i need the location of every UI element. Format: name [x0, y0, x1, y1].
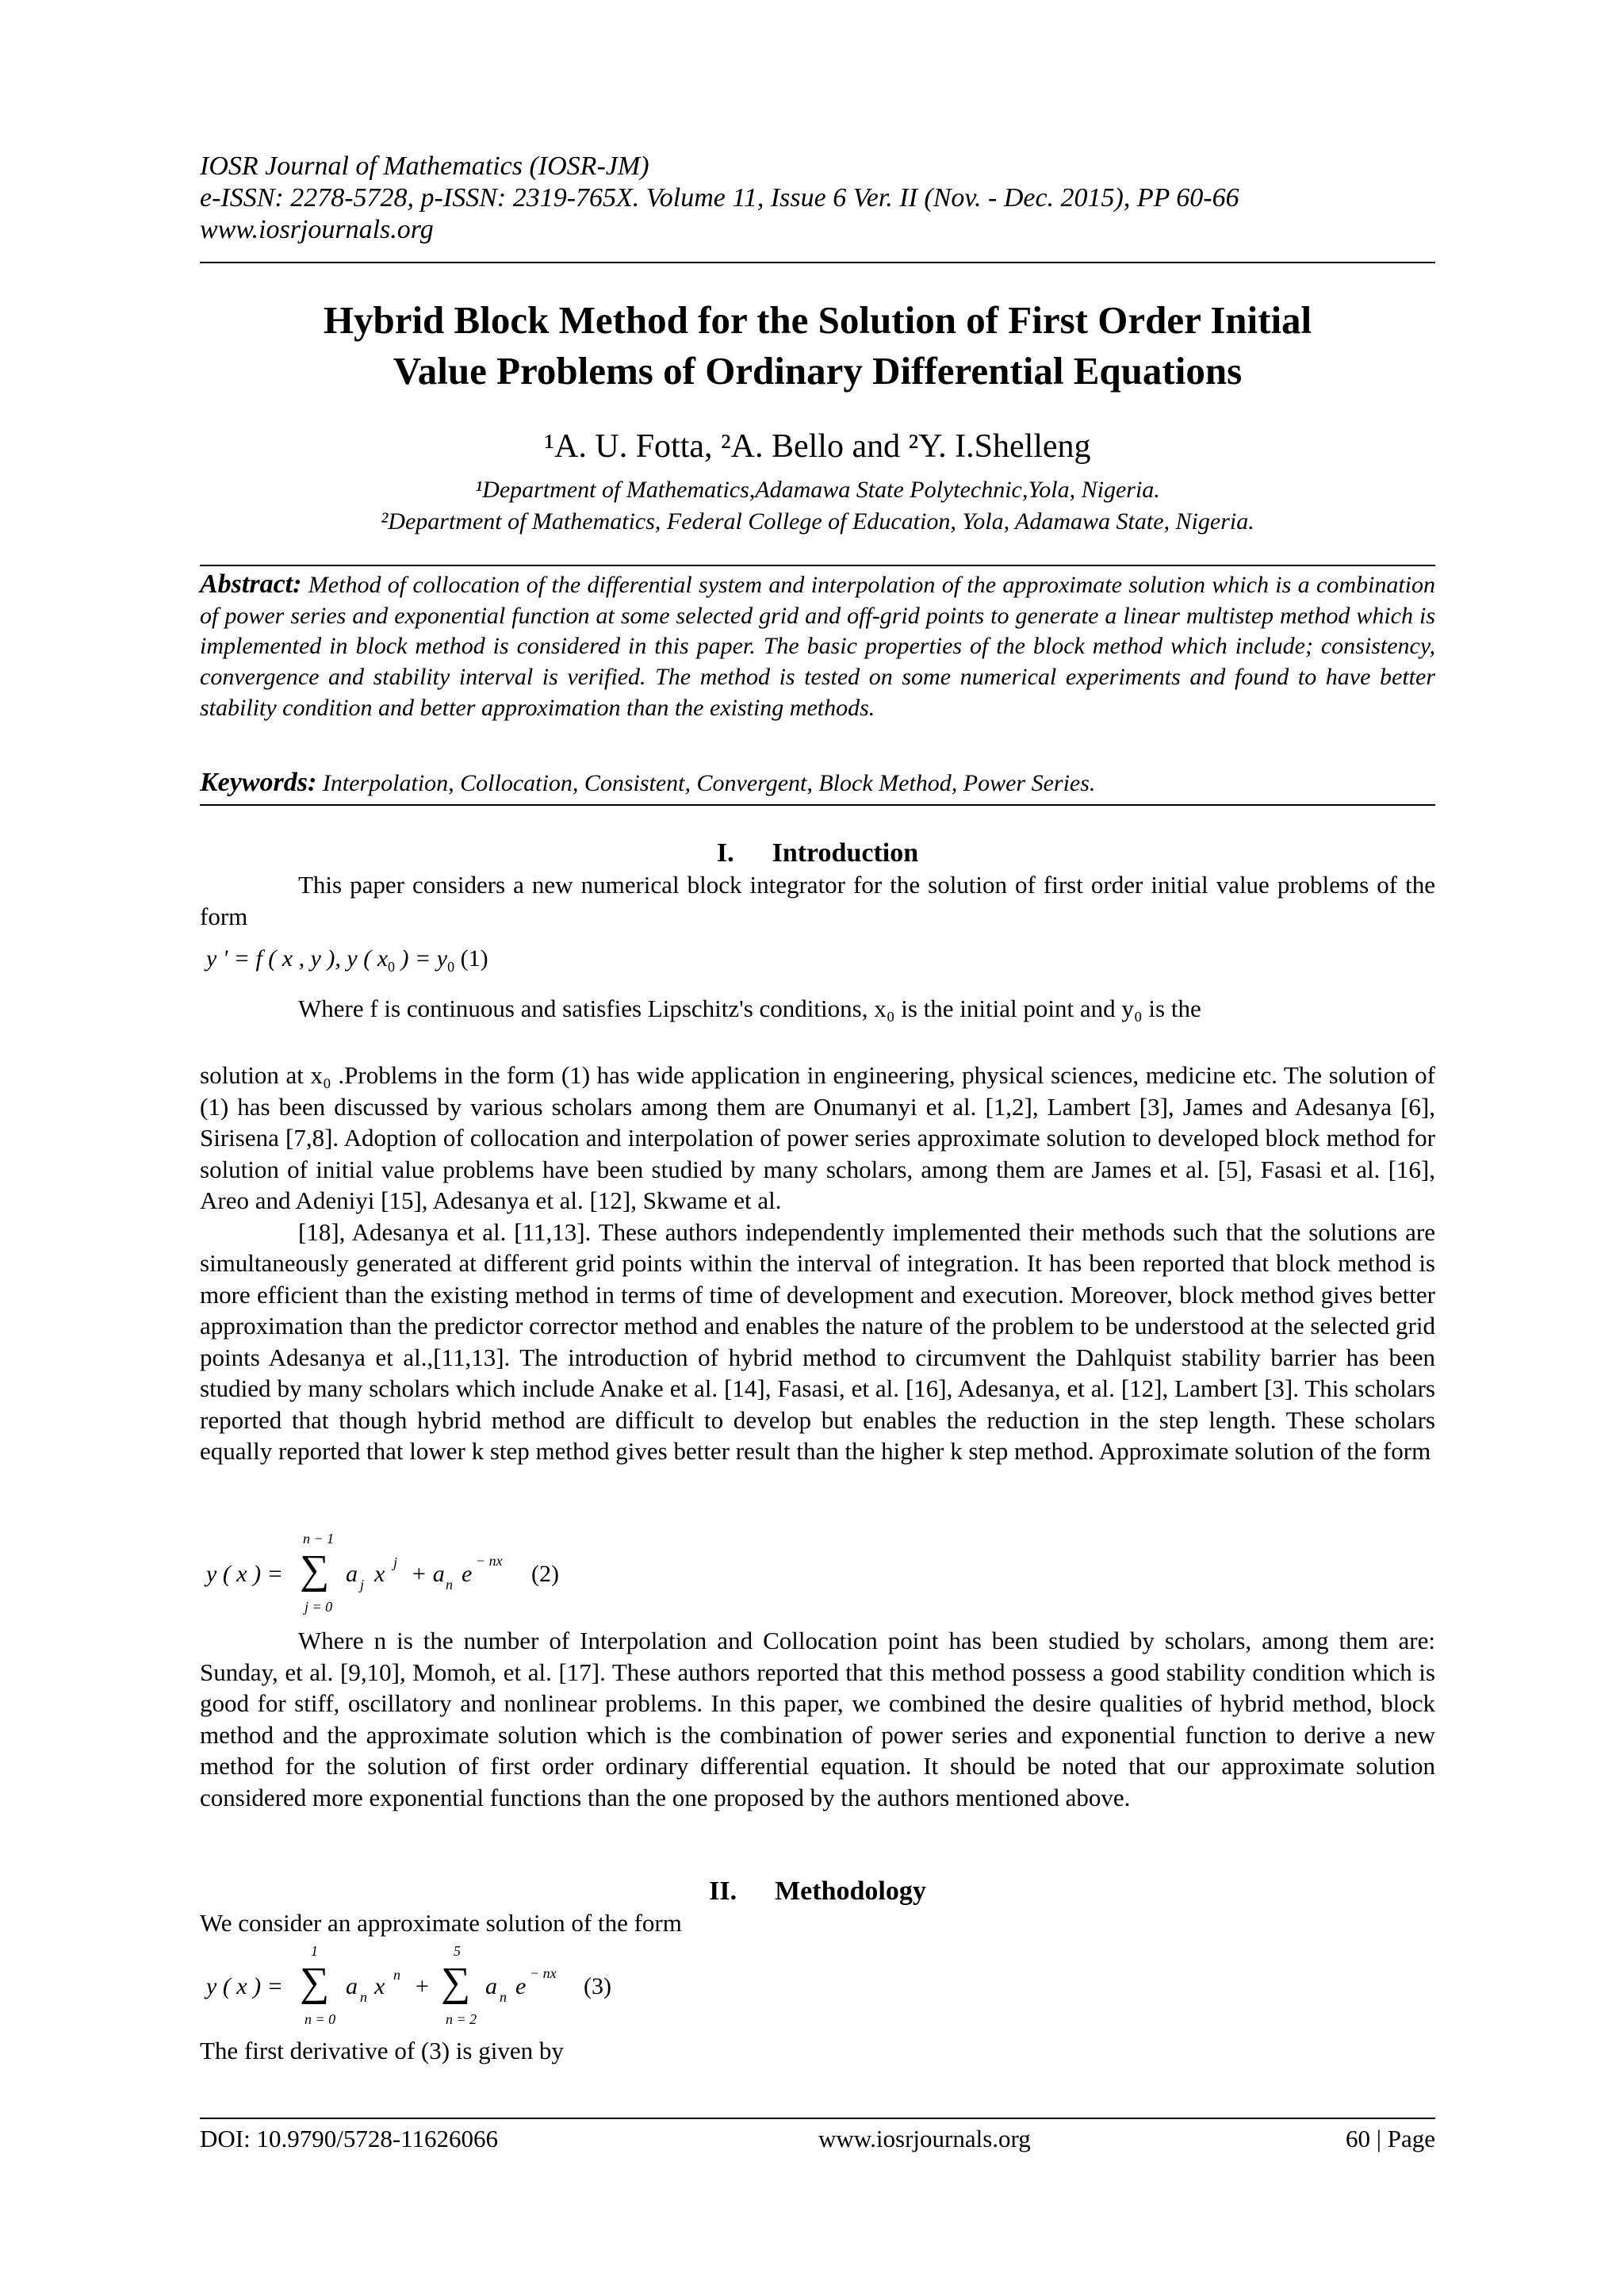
eq1-mid: ) = y [400, 945, 448, 972]
eq3-x-sup: n [393, 1967, 400, 1983]
intro-paragraph-4: Where n is the number of Interpolation and Collocation point has been studied by scholars, among them are: Sunday, et al. [9,10], Momoh, et al. [17]. These authors reported that this method possess a good stability condition which is good for stiff, oscillatory and nonlinear problems. In this paper, we combined the desire qualities of hybrid method, block method and the approximate solution which is the combination of power series and exponential function to derive a new method for the solution of first order ordinary differential equation. It should be noted that our approximate solution considered more exponential functions than the one proposed by the authors mentioned above. [200, 1627, 1435, 1811]
equation-2 [206, 1531, 603, 1618]
eq3-e: e [515, 1973, 527, 1999]
section-number: I. [716, 838, 734, 868]
eq3-tag: (3) [584, 1973, 611, 1999]
eq2-a-sub: j [360, 1577, 365, 1593]
eq3-lhs: y ( x ) = [206, 1973, 283, 1999]
eq1-lhs: y ' = f ( x , y ), y ( x [206, 945, 389, 972]
eq2-an-sub: n [446, 1577, 453, 1593]
affiliation-1: ¹Department of Mathematics,Adamawa State Polytechnic,Yola, Nigeria. [475, 477, 1160, 503]
intro-paragraph-1: This paper considers a new numerical block integrator for the solution of first order initial value problems of the form [200, 871, 1435, 930]
equation-3 [206, 1943, 682, 2030]
eq3-plus: + [414, 1973, 431, 1999]
abstract [200, 569, 1435, 724]
eq3-lower-2: n = 2 [446, 2011, 477, 2027]
intro-paragraph-2: Where f is continuous and satisfies Lipschitz's conditions, x₀ is the initial point and y₀ is the [298, 995, 1201, 1022]
abstract-text: Method of collocation of the differential system and interpolation of the approximate solution which is a combination of power series and exponential function at some selected grid and off-grid points to generate a linear multistep method which is implemented in block method is considered in this paper. The basic properties of the block method which include; consistency, convergence and stability interval is verified. The method is tested on some numerical experiments and found to have better stability condition and better approximation than the existing methods. [200, 572, 1435, 721]
journal-issn: e-ISSN: 2278-5728, p-ISSN: 2319-765X. Volume 11, Issue 6 Ver. II (Nov. - Dec. 2015), PP 60-66 [200, 183, 1239, 213]
eq3-upper-2: 5 [454, 1943, 461, 1959]
keywords [200, 768, 1435, 799]
equation-1 [206, 945, 488, 981]
section-title: Introduction [772, 838, 919, 868]
eq3-sigma-2: ∑ [441, 1960, 471, 2005]
method-paragraph-1: We consider an approximate solution of the form [200, 1909, 682, 1937]
section-heading-introduction [200, 838, 1435, 869]
eq3-a2: a [485, 1973, 497, 1999]
eq3-sigma-1: ∑ [300, 1960, 330, 2005]
intro-paragraph-3 [200, 1060, 1435, 1467]
title-line-2: Value Problems of Ordinary Differential Equations [393, 349, 1243, 393]
footer-page-number: 60 | Page [1346, 2125, 1435, 2152]
eq2-e: e [462, 1561, 473, 1587]
eq2-lhs: y ( x ) = [206, 1561, 283, 1587]
section-heading-methodology [200, 1876, 1435, 1907]
title-line-1: Hybrid Block Method for the Solution of First Order Initial [323, 298, 1312, 342]
eq3-lower-1: n = 0 [304, 2011, 336, 2027]
eq2-e-sup: − nx [476, 1553, 503, 1569]
eq3-a1-sub: n [360, 1989, 367, 2005]
paper-title [200, 295, 1435, 397]
authors: ¹A. U. Fotta, ²A. Bello and ²Y. I.Shelleng [544, 428, 1091, 465]
abstract-top-rule [200, 565, 1435, 566]
footer-doi: DOI: 10.9790/5728-11626066 [200, 2125, 498, 2152]
method-paragraph-2: The first derivative of (3) is given by [200, 2037, 564, 2064]
eq2-sigma: ∑ [300, 1547, 330, 1593]
eq3-e-sup: − nx [530, 1965, 557, 1981]
section-title: Methodology [775, 1876, 926, 1906]
eq1-tag: (1) [460, 945, 488, 972]
eq2-x-sup: j [393, 1554, 398, 1570]
eq2-lower: j = 0 [304, 1599, 333, 1615]
abstract-bottom-rule [200, 804, 1435, 806]
eq2-tag: (2) [531, 1561, 559, 1587]
footer-rule [200, 2118, 1435, 2119]
eq1-sub2: 0 [447, 959, 455, 975]
intro-paragraph-3b: [18], Adesanya et al. [11,13]. These authors independently implemented their methods such that the solutions are simultaneously generated at different grid points within the interval of integration. It has been reported that block method is more efficient than the existing method in terms of time of development and execution. Moreover, block method gives better approximation than the predictor corrector method and enables the nature of the problem to be understood at the selected grid points Adesanya et al.,[11,13]. The introduction of hybrid method to circumvent the Dahlquist stability barrier has been studied by many scholars which include Anake et al. [14], Fasasi, et al. [16], Adesanya, et al. [12], Lambert [3]. This scholars reported that though hybrid method are difficult to develop but enables the reduction in the step length. These scholars equally reported that lower k step method gives better result than the higher k step method. Approximate solution of the form [200, 1217, 1435, 1465]
journal-name: IOSR Journal of Mathematics (IOSR-JM) [200, 151, 649, 181]
eq1-sub: 0 [388, 959, 396, 975]
eq3-upper-1: 1 [311, 1943, 318, 1959]
intro-paragraph-3a: solution at x₀ .Problems in the form (1) has wide application in engineering, physical sciences, medicine etc. The solution of (1) has been discussed by various scholars among them are Onumanyi et al. [1,2], Lambert [3], James and Adesanya [6], Sirisena [7,8]. Adoption of collocation and interpolation of power series approximate solution to developed block method for solution of initial value problems have been studied by many scholars, among them are James et al. [5], Fasasi et al. [16], Areo and Adeniyi [15], Adesanya et al. [12], Skwame et al. [200, 1061, 1435, 1214]
eq2-x: x [374, 1561, 385, 1587]
keywords-text: Interpolation, Collocation, Consistent, Convergent, Block Method, Power Series. [322, 770, 1096, 796]
eq3-x: x [374, 1973, 385, 1999]
footer-website: www.iosrjournals.org [818, 2125, 1031, 2152]
eq3-a1: a [346, 1973, 358, 1999]
journal-website: www.iosrjournals.org [200, 215, 434, 244]
affiliation-2: ²Department of Mathematics, Federal College of Education, Yola, Adamawa State, Nigeria. [381, 508, 1254, 535]
eq2-a: a [346, 1561, 358, 1587]
abstract-label: Abstract: [200, 569, 302, 599]
section-number: II. [709, 1876, 737, 1906]
journal-header [200, 151, 1435, 246]
eq2-plus: + a [411, 1561, 445, 1587]
header-rule [200, 262, 1435, 263]
eq2-upper: n − 1 [303, 1531, 335, 1547]
eq3-a2-sub: n [500, 1989, 507, 2005]
keywords-label: Keywords: [200, 768, 317, 797]
